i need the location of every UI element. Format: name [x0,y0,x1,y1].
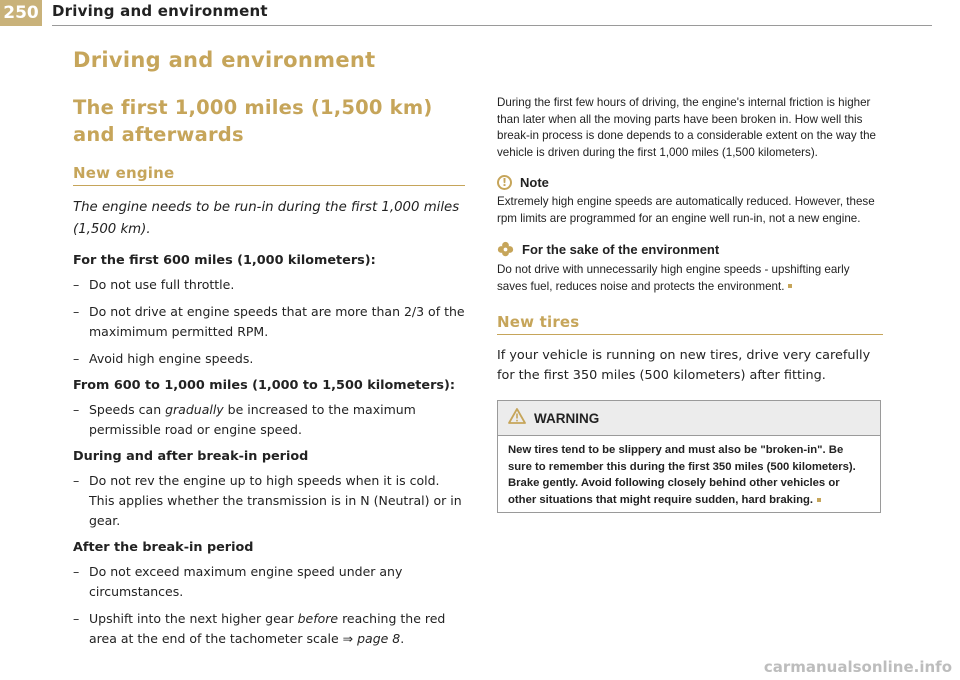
block-heading-after: After the break-in period [73,540,254,555]
warning-triangle-icon [508,408,526,428]
page-header [0,0,960,26]
list-item [73,400,465,440]
list-item-text: Do not rev the engine up to high speeds when it is cold. This applies whether the transmission is in N (Neutral) or in gear. [89,473,462,528]
block-heading-600-to-1000: From 600 to 1,000 miles (1,000 to 1,500 kilometers): [73,378,455,393]
list-item-text: Do not drive at engine speeds that are more than 2/3 of the maximimum permitted RPM. [89,304,465,339]
warning-title: WARNING [534,410,600,426]
environment-title: For the sake of the environment [522,242,720,257]
section-title-line2: and afterwards [73,123,244,146]
list-dash: – [73,564,80,579]
subsection-divider [497,334,883,335]
list-item [73,609,465,649]
list-item [73,275,465,295]
break-in-paragraph: During the first few hours of driving, the engine's internal friction is higher than later when all the moving parts have been broken in. How well this break-in process is done depends to a considerable extent on the way the vehicle is driven during the first 1,000 miles (1,500 kilometers). [497,96,876,159]
list-dash: – [73,277,80,292]
page-reference-link[interactable]: ⇒ page 8 [342,631,401,646]
list-600-to-1000 [73,400,465,440]
list-dash: – [73,304,80,319]
list-dash: – [73,611,80,626]
warning-text [498,435,880,512]
subsection-title-new-tires: New tires [497,313,580,331]
list-item [73,562,465,602]
note-text: Extremely high engine speeds are automatically reduced. However, these rpm limits are programmed for an engine well run-in, not a new engine. [497,195,875,225]
emphasis-gradually: gradually [165,402,224,417]
note-heading [497,175,883,190]
list-item-text-start: Speeds can [89,402,166,417]
page-number: 250 [0,0,42,26]
note-title: Note [520,175,549,190]
section-title [73,94,465,148]
environment-text [497,262,883,295]
list-item-text-start: Upshift into the next higher gear [89,611,298,626]
list-dash: – [73,351,80,366]
section-title-line1: The first 1,000 miles (1,500 km) [73,96,433,119]
chapter-title: Driving and environment [73,48,376,72]
list-item-text: Avoid high engine speeds. [89,351,254,366]
header-divider [52,25,932,26]
intro-text: The engine needs to be run-in during the first 1,000 miles (1,500 km). [73,200,460,237]
running-head: Driving and environment [52,2,268,20]
subsection-divider [73,185,465,186]
list-first-600 [73,275,465,369]
list-item-text-end: be increased to the maximum permissible road or engine speed. [89,402,416,437]
environment-heading [497,241,883,258]
left-column [73,48,465,656]
block-heading-during-after: During and after break-in period [73,449,309,464]
right-column [497,95,883,513]
list-item [73,302,465,342]
emphasis-before: before [297,611,339,626]
watermark: carmanualsonline.info [763,658,952,676]
list-item [73,349,465,369]
list-item-text-end: . [400,631,405,646]
list-dash: – [73,402,80,417]
block-heading-first-600: For the first 600 miles (1,000 kilometers): [73,253,376,268]
list-item-text: Do not exceed maximum engine speed under any circumstances. [89,564,403,599]
list-after [73,562,465,649]
environment-text-body: Do not drive with unnecessarily high engine speeds - upshifting early saves fuel, reduces noise and protects the environment. [497,263,850,293]
warning-heading [498,401,880,435]
list-during-after [73,471,465,531]
note-icon: ! [497,175,512,190]
list-item-text: Do not use full throttle. [89,277,235,292]
list-item [73,471,465,531]
warning-text-body: New tires tend to be slippery and must also be "broken-in". Be sure to remember this during the first 350 miles (500 kilometers). Brake gently. Avoid following closely behind other vehicles or other situations that might require sudden, hard braking. [508,444,856,506]
list-item-text-mid: reaching the red area at the end of the tachometer scale [89,611,446,646]
warning-box [497,400,881,513]
end-marker [788,284,792,288]
subsection-title-new-engine: New engine [73,164,175,182]
end-marker [817,498,821,502]
leaf-icon [497,241,514,258]
tires-text: If your vehicle is running on new tires, drive very carefully for the first 350 miles (500 kilometers) after fitting. [497,348,871,383]
list-dash: – [73,473,80,488]
